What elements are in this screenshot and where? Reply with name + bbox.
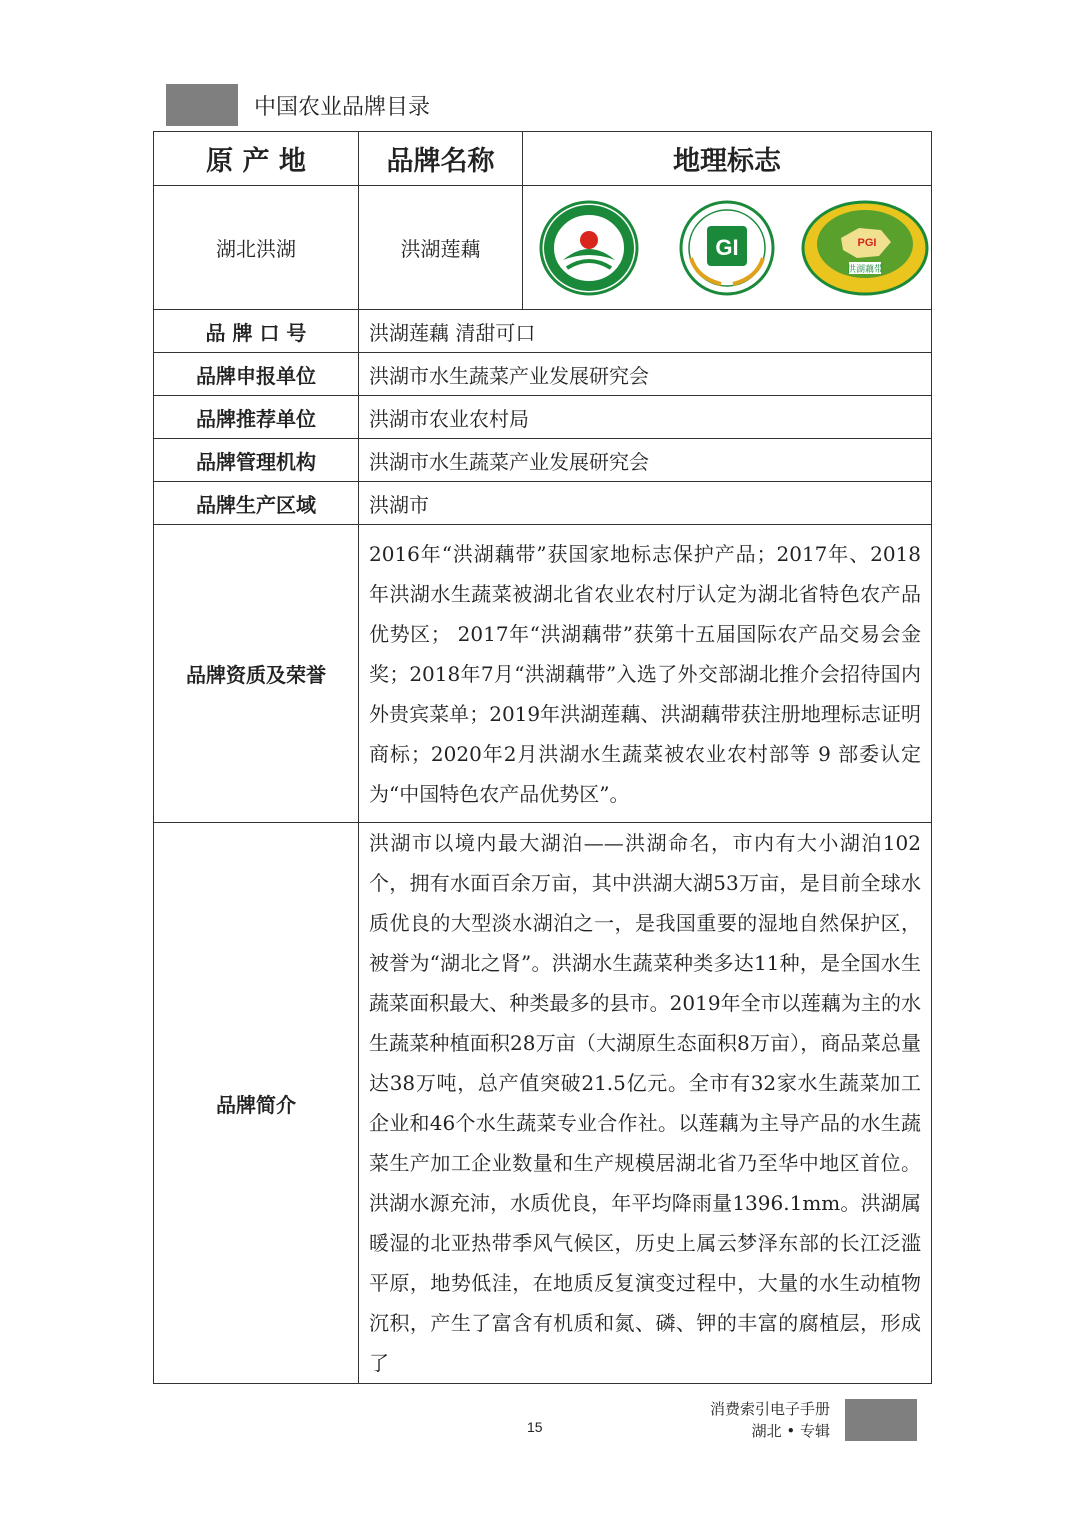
manager-value: 洪湖市水生蔬菜产业发展研究会 <box>359 439 932 482</box>
brand-row <box>154 186 932 310</box>
brand-name-cell: 洪湖莲藕 <box>359 186 523 310</box>
header-title: 中国农业品牌目录 <box>254 95 431 120</box>
geo-logos <box>523 186 931 309</box>
footer-text <box>710 1398 830 1442</box>
origin-cell: 湖北洪湖 <box>154 186 359 310</box>
manager-label: 品牌管理机构 <box>154 439 359 482</box>
applicant-label: 品牌申报单位 <box>154 353 359 396</box>
pgi-mark-icon <box>799 198 931 298</box>
gi-mark-icon <box>661 198 793 298</box>
svg-text:GI: GI <box>715 234 739 260</box>
applicant-row <box>154 353 932 396</box>
col-header-brand-name: 品牌名称 <box>359 132 523 186</box>
slogan-row <box>154 310 932 353</box>
footer-line-1: 消费索引电子手册 <box>709 1400 830 1418</box>
region-label: 品牌生产区域 <box>154 482 359 525</box>
svg-text:洪湖藕带: 洪湖藕带 <box>846 264 884 275</box>
intro-label: 品牌简介 <box>154 823 359 1384</box>
honors-text: 2016年“洪湖藕带”获国家地标志保护产品；2017年、2018年洪湖水生蔬菜被湖北省农业农村厅认定为湖北省特色农产品优势区； 2017年“洪湖藕带”获第十五届国际农产品交易会金奖；2018年7月“洪湖藕带”入选了外交部湖北推介会招待国内外贵宾菜单；2019年洪湖莲藕、洪湖藕带获注册地理标志证明商标；2020年2月洪湖水生蔬菜被农业农村部等 9 部委认定为“中国特色农产品优势区”。 <box>359 525 932 823</box>
applicant-value: 洪湖市水生蔬菜产业发展研究会 <box>359 353 932 396</box>
manager-row <box>154 439 932 482</box>
footer-gray-block <box>845 1399 917 1441</box>
region-row <box>154 482 932 525</box>
slogan-value: 洪湖莲藕 清甜可口 <box>359 310 932 353</box>
svg-text:PGI: PGI <box>857 236 877 249</box>
page-number: 15 <box>527 1419 543 1435</box>
region-value: 洪湖市 <box>359 482 932 525</box>
honors-label: 品牌资质及荣誉 <box>154 525 359 823</box>
header-gray-block <box>166 84 238 126</box>
honors-row <box>154 525 932 823</box>
footer-line-2: 湖北 • 专辑 <box>751 1422 830 1440</box>
brand-table <box>153 131 932 1384</box>
slogan-label: 品 牌 口 号 <box>154 310 359 353</box>
intro-text: 洪湖市以境内最大湖泊——洪湖命名，市内有大小湖泊102个，拥有水面百余万亩，其中洪湖大湖53万亩，是目前全球水质优良的大型淡水湖泊之一，是我国重要的湿地自然保护区，被誉为“湖北之肾”。洪湖水生蔬菜种类多达11种，是全国水生蔬菜面积最大、种类最多的县市。2019年全市以莲藕为主的水生蔬菜种植面积28万亩（大湖原生态面积8万亩），商品菜总量达38万吨，总产值突破21.5亿元。全市有32家水生蔬菜加工企业和46个水生蔬菜专业合作社。以莲藕为主导产品的水生蔬菜生产加工企业数量和生产规模居湖北省乃至华中地区首位。洪湖水源充沛，水质优良，年平均降雨量1396.1mm。洪湖属暖湿的北亚热带季风气候区，历史上属云梦泽东部的长江泛滥平原，地势低洼，在地质反复演变过程中，大量的水生动植物沉积，产生了富含有机质和氮、磷、钾的丰富的腐植层，形成了 <box>359 823 932 1384</box>
table-header-row <box>154 132 932 186</box>
intro-row <box>154 823 932 1384</box>
recommender-label: 品牌推荐单位 <box>154 396 359 439</box>
geo-logos-cell <box>523 186 932 310</box>
col-header-geo-mark: 地理标志 <box>523 132 932 186</box>
recommender-value: 洪湖市农业农村局 <box>359 396 932 439</box>
col-header-origin: 原 产 地 <box>154 132 359 186</box>
agri-geo-mark-icon <box>523 198 655 298</box>
recommender-row <box>154 396 932 439</box>
